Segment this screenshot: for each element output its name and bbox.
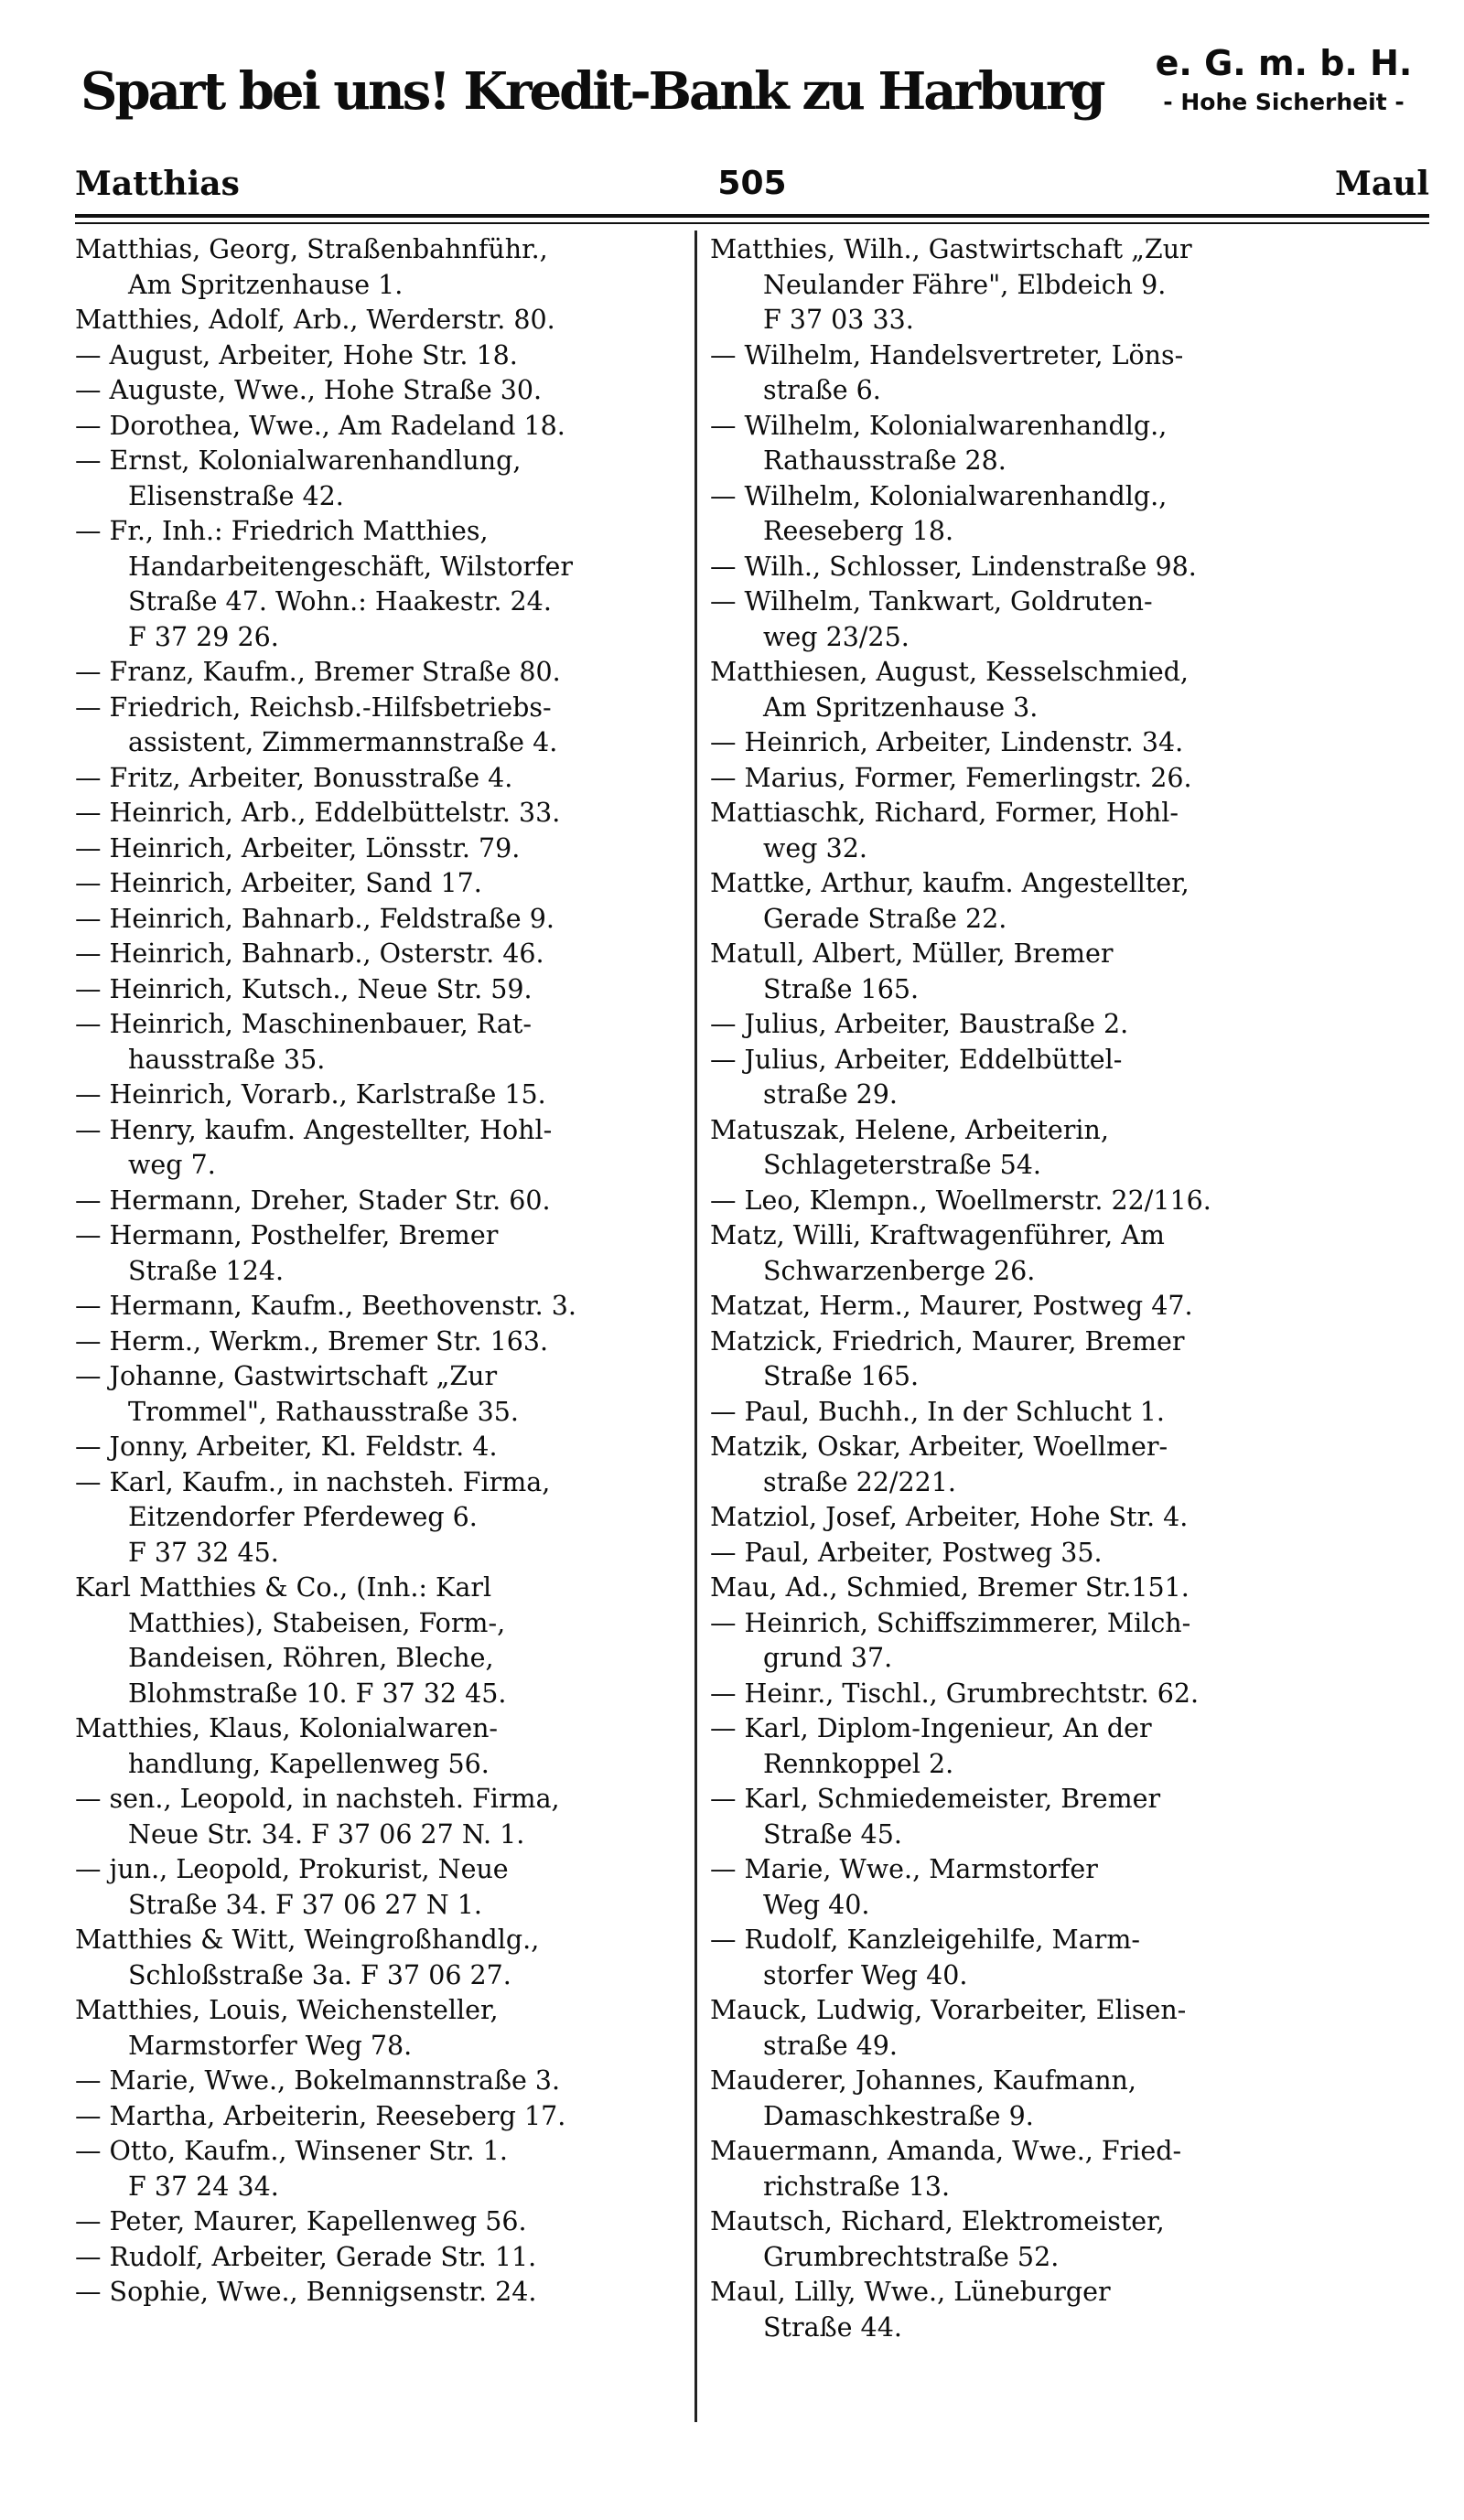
entry-line: Matz, Willi, Kraftwagenführer, Am (710, 1220, 1165, 1250)
entry-line: — Heinrich, Arbeiter, Lönsstr. 79. (75, 832, 521, 863)
directory-entry (710, 1711, 1433, 1782)
directory-entry (710, 1500, 1433, 1536)
entry-line: Weg 40. (763, 1889, 870, 1920)
directory-entry (75, 1218, 690, 1289)
directory-entry (75, 1324, 690, 1360)
entry-line: — Karl, Schmiedemeister, Bremer (710, 1784, 1161, 1814)
entry-line: Damaschkestraße 9. (763, 2100, 1034, 2131)
entry-line: F 37 32 45. (128, 1537, 279, 1568)
entry-line: hausstraße 35. (128, 1044, 326, 1075)
entry-line: — Wilhelm, Tankwart, Goldruten- (710, 586, 1153, 617)
directory-entry (75, 796, 690, 831)
entry-line: — Leo, Klempn., Woellmerstr. 22/116. (710, 1185, 1211, 1216)
directory-entry (710, 584, 1433, 655)
entry-line: Matthias, Georg, Straßenbahnführ., (75, 234, 548, 264)
column-divider (694, 231, 697, 2422)
entry-line: Mattiaschk, Richard, Former, Hohl- (710, 798, 1179, 828)
entry-line: Straße 165. (763, 973, 920, 1004)
directory-entry (710, 1184, 1433, 1219)
directory-entry (75, 409, 690, 445)
directory-entry (75, 902, 690, 938)
entry-line: Matzick, Friedrich, Maurer, Bremer (710, 1325, 1185, 1357)
entry-line: Matthies, Louis, Weichensteller, (75, 1995, 499, 2025)
banner-side-block (1133, 42, 1435, 121)
entry-line: — Heinrich, Arbeiter, Lindenstr. 34. (710, 727, 1184, 757)
directory-entry (710, 1043, 1433, 1113)
directory-entry (710, 761, 1433, 797)
entry-line: — Friedrich, Reichsb.-Hilfsbetriebs- (75, 692, 552, 723)
directory-entry (710, 2275, 1433, 2345)
page-number: 505 (717, 165, 787, 202)
running-head (75, 161, 1429, 209)
directory-entry (75, 655, 690, 691)
entry-line: — Marius, Former, Femerlingstr. 26. (710, 762, 1192, 793)
directory-entry (75, 1289, 690, 1324)
entry-line: weg 7. (128, 1150, 216, 1180)
entry-line: Mauderer, Johannes, Kaufmann, (710, 2065, 1136, 2096)
entry-line: — Wilh., Schlosser, Lindenstraße 98. (710, 551, 1197, 582)
entry-line: — Wilhelm, Kolonialwarenhandlg., (710, 480, 1168, 511)
directory-entry (710, 1782, 1433, 1852)
entry-line: Matthies), Stabeisen, Form-, (128, 1607, 506, 1638)
directory-entry (710, 1536, 1433, 1571)
directory-entry (710, 1430, 1433, 1500)
directory-entry (710, 1289, 1433, 1324)
directory-entry (75, 1465, 690, 1571)
directory-entry (75, 1571, 690, 1711)
directory-entry (75, 972, 690, 1008)
entry-line: — Wilhelm, Handelsvertreter, Löns- (710, 339, 1184, 370)
directory-entry (710, 2064, 1433, 2134)
entry-line: — sen., Leopold, in nachsteh. Firma, (75, 1784, 560, 1814)
entry-line: — Paul, Buchh., In der Schlucht 1. (710, 1396, 1165, 1427)
entry-line: Handarbeitengeschäft, Wilstorfer (128, 551, 574, 582)
directory-entry (75, 444, 690, 514)
entry-line: Schloßstraße 3a. F 37 06 27. (128, 1959, 511, 1990)
directory-entry (710, 232, 1433, 338)
directory-entry (710, 1395, 1433, 1431)
banner-slogan: - Hohe Sicherheit - (1163, 89, 1405, 115)
entry-line: — Marie, Wwe., Bokelmannstraße 3. (75, 2065, 561, 2096)
directory-entry (75, 1184, 690, 1219)
entry-line: — Marie, Wwe., Marmstorfer (710, 1854, 1098, 1884)
entry-line: — Heinr., Tischl., Grumbrechtstr. 62. (710, 1678, 1200, 1709)
directory-entry (75, 303, 690, 338)
entry-line: Matuszak, Helene, Arbeiterin, (710, 1114, 1109, 1145)
entry-line: Elisenstraße 42. (128, 480, 344, 511)
directory-entry (75, 1078, 690, 1113)
entry-line: Gerade Straße 22. (763, 903, 1007, 934)
directory-entry (710, 479, 1433, 550)
directory-entry (75, 761, 690, 797)
entry-line: — Heinrich, Kutsch., Neue Str. 59. (75, 973, 533, 1004)
entry-line: grund 37. (763, 1643, 893, 1673)
entry-line: straße 6. (763, 375, 881, 405)
directory-entry (75, 1993, 690, 2064)
entry-line: Mautsch, Richard, Elektromeister, (710, 2206, 1165, 2236)
entry-line: — Fritz, Arbeiter, Bonusstraße 4. (75, 762, 513, 793)
entry-line: Grumbrechtstraße 52. (763, 2241, 1060, 2272)
entry-line: Matzat, Herm., Maurer, Postweg 47. (710, 1291, 1193, 1321)
entry-line: Matthiesen, August, Kesselschmied, (710, 657, 1189, 687)
directory-entry (75, 2099, 690, 2135)
entry-line: Matthies, Wilh., Gastwirtschaft „Zur (710, 234, 1192, 264)
directory-entry (710, 338, 1433, 409)
entry-line: storfer Weg 40. (763, 1959, 968, 1990)
entry-line: Matull, Albert, Müller, Bremer (710, 938, 1114, 969)
entry-line: weg 32. (763, 832, 867, 863)
directory-entry (75, 1430, 690, 1465)
entry-line: — Rudolf, Arbeiter, Gerade Str. 11. (75, 2241, 537, 2272)
entry-line: Rathausstraße 28. (763, 445, 1006, 476)
entry-line: — Karl, Kaufm., in nachsteh. Firma, (75, 1466, 551, 1497)
entry-line: richstraße 13. (763, 2171, 951, 2202)
directory-entry (75, 866, 690, 902)
entry-line: — Otto, Kaufm., Winsener Str. 1. (75, 2136, 508, 2166)
entry-line: Mauck, Ludwig, Vorarbeiter, Elisen- (710, 1995, 1187, 2025)
entry-line: F 37 03 33. (763, 305, 914, 335)
directory-entry (710, 796, 1433, 866)
entry-line: Mau, Ad., Schmied, Bremer Str.151. (710, 1572, 1190, 1603)
entry-line: Schwarzenberge 26. (763, 1255, 1036, 1286)
entry-line: — Herm., Werkm., Bremer Str. 163. (75, 1325, 549, 1357)
entry-line: Straße 44. (763, 2311, 902, 2343)
entry-line: Straße 47. Wohn.: Haakestr. 24. (128, 586, 552, 617)
directory-entry (75, 2204, 690, 2240)
entry-line: — Paul, Arbeiter, Postweg 35. (710, 1537, 1103, 1568)
entry-line: Straße 34. F 37 06 27 N 1. (128, 1889, 482, 1920)
entry-line: — Dorothea, Wwe., Am Radeland 18. (75, 410, 565, 441)
entry-line: — Henry, kaufm. Angestellter, Hohl- (75, 1114, 553, 1145)
directory-entry (75, 1782, 690, 1852)
entry-line: Neue Str. 34. F 37 06 27 N. 1. (128, 1818, 525, 1850)
directory-entry (710, 866, 1433, 937)
entry-line: handlung, Kapellenweg 56. (128, 1748, 490, 1779)
entry-line: Matthies & Witt, Weingroßhandlg., (75, 1925, 540, 1955)
entry-line: — Martha, Arbeiterin, Reeseberg 17. (75, 2100, 566, 2131)
entry-line: — Ernst, Kolonialwarenhandlung, (75, 445, 522, 476)
directory-entry (75, 1923, 690, 1993)
directory-entry (75, 1007, 690, 1078)
entry-line: — Heinrich, Maschinenbauer, Rat- (75, 1009, 532, 1039)
directory-entry (710, 2204, 1433, 2275)
directory-entry (710, 1677, 1433, 1712)
directory-entry (710, 1606, 1433, 1677)
entry-line: Bandeisen, Röhren, Bleche, (128, 1643, 494, 1673)
directory-entry (710, 1218, 1433, 1289)
entry-line: — Fr., Inh.: Friedrich Matthies, (75, 516, 489, 546)
directory-entry (75, 514, 690, 655)
entry-line: Matziol, Josef, Arbeiter, Hohe Str. 4. (710, 1502, 1189, 1532)
directory-entry (75, 1852, 690, 1923)
entry-line: — Jonny, Arbeiter, Kl. Feldstr. 4. (75, 1432, 498, 1462)
left-column (75, 232, 690, 2311)
entry-line: Karl Matthies & Co., (Inh.: Karl (75, 1572, 492, 1603)
entry-line: Eitzendorfer Pferdeweg 6. (128, 1502, 478, 1532)
directory-entry (75, 831, 690, 867)
entry-line: Matzik, Oskar, Arbeiter, Woellmer- (710, 1432, 1168, 1462)
entry-line: Blohmstraße 10. F 37 32 45. (128, 1678, 507, 1709)
advertising-banner (81, 37, 1435, 146)
entry-line: Matthies, Klaus, Kolonialwaren- (75, 1713, 499, 1743)
left-catchword: Matthias (75, 165, 240, 203)
directory-entry (75, 2240, 690, 2276)
entry-line: — Julius, Arbeiter, Baustraße 2. (710, 1009, 1129, 1039)
entry-line: Reeseberg 18. (763, 516, 954, 546)
entry-line: Straße 165. (763, 1361, 920, 1391)
entry-line: — August, Arbeiter, Hohe Str. 18. (75, 339, 518, 370)
directory-entry (75, 1711, 690, 1782)
entry-line: Mauermann, Amanda, Wwe., Fried- (710, 2136, 1182, 2166)
directory-entry (75, 338, 690, 374)
entry-line: — Hermann, Dreher, Stader Str. 60. (75, 1185, 551, 1216)
entry-line: — Heinrich, Schiffszimmerer, Milch- (710, 1607, 1191, 1638)
entry-line: Am Spritzenhause 3. (763, 692, 1039, 723)
directory-entry (710, 1113, 1433, 1184)
entry-line: — Julius, Arbeiter, Eddelbüttel- (710, 1044, 1123, 1075)
directory-entry (710, 1923, 1433, 1993)
directory-entry (710, 1007, 1433, 1043)
entry-line: Am Spritzenhause 1. (128, 269, 404, 300)
entry-line: Neulander Fähre", Elbdeich 9. (763, 269, 1167, 300)
entry-line: — Peter, Maurer, Kapellenweg 56. (75, 2206, 527, 2236)
entry-line: — Franz, Kaufm., Bremer Straße 80. (75, 657, 561, 687)
entry-line: weg 23/25. (763, 621, 910, 652)
entry-line: — Sophie, Wwe., Bennigsenstr. 24. (75, 2277, 537, 2307)
directory-entry (75, 2064, 690, 2099)
entry-line: assistent, Zimmermannstraße 4. (128, 727, 558, 757)
entry-line: — Heinrich, Bahnarb., Feldstraße 9. (75, 903, 554, 934)
entry-line: — Wilhelm, Kolonialwarenhandlg., (710, 410, 1168, 441)
directory-entry (75, 1359, 690, 1430)
directory-entry (710, 2134, 1433, 2204)
entry-line: Mattke, Arthur, kaufm. Angestellter, (710, 868, 1190, 898)
directory-entry (710, 1852, 1433, 1923)
directory-entry (75, 937, 690, 972)
entry-line: — Heinrich, Arb., Eddelbüttelstr. 33. (75, 798, 561, 828)
entry-line: Rennkoppel 2. (763, 1748, 954, 1779)
entry-line: F 37 29 26. (128, 621, 279, 652)
entry-line: Schlageterstraße 54. (763, 1150, 1041, 1180)
entry-line: straße 49. (763, 2030, 898, 2061)
directory-entry (75, 1113, 690, 1184)
entry-line: Trommel", Rathausstraße 35. (128, 1396, 519, 1427)
directory-entry (710, 937, 1433, 1007)
entry-line: — Karl, Diplom-Ingenieur, An der (710, 1713, 1152, 1743)
entry-line: Straße 124. (128, 1255, 285, 1286)
entry-line: Maul, Lilly, Wwe., Lüneburger (710, 2277, 1111, 2307)
entry-line: — Hermann, Kaufm., Beethovenstr. 3. (75, 1291, 576, 1321)
entry-line: — Hermann, Posthelfer, Bremer (75, 1220, 499, 1250)
entry-line: — Johanne, Gastwirtschaft „Zur (75, 1361, 498, 1391)
entry-line: straße 22/221. (763, 1466, 956, 1497)
header-rule-thin (75, 222, 1429, 224)
entry-line: — Rudolf, Kanzleigehilfe, Marm- (710, 1925, 1140, 1955)
entry-line: Marmstorfer Weg 78. (128, 2030, 413, 2061)
directory-entry (710, 409, 1433, 479)
entry-line: Matthies, Adolf, Arb., Werderstr. 80. (75, 305, 555, 335)
directory-entry (75, 691, 690, 761)
header-rule (75, 214, 1429, 218)
right-column (710, 232, 1433, 2345)
directory-entry (75, 232, 690, 303)
directory-entry (710, 1993, 1433, 2064)
directory-entry (75, 2275, 690, 2311)
entry-line: F 37 24 34. (128, 2171, 279, 2202)
banner-headline: Spart bei uns! Kredit-Bank zu Harburg (81, 61, 1103, 122)
entry-line: — Heinrich, Arbeiter, Sand 17. (75, 868, 482, 898)
entry-line: Straße 45. (763, 1818, 902, 1850)
directory-entry (710, 1324, 1433, 1395)
directory-entry (710, 655, 1433, 725)
directory-entry (75, 2134, 690, 2204)
banner-legal-form: e. G. m. b. H. (1155, 43, 1413, 83)
directory-entry (710, 725, 1433, 761)
directory-entry (710, 1571, 1433, 1606)
directory-entry (75, 373, 690, 409)
entry-line: straße 29. (763, 1079, 898, 1110)
entry-line: — Auguste, Wwe., Hohe Straße 30. (75, 375, 543, 405)
right-catchword: Maul (1334, 165, 1429, 203)
entry-line: — jun., Leopold, Prokurist, Neue (75, 1854, 509, 1884)
entry-line: — Heinrich, Bahnarb., Osterstr. 46. (75, 938, 544, 969)
entry-line: — Heinrich, Vorarb., Karlstraße 15. (75, 1079, 546, 1110)
directory-entry (710, 550, 1433, 585)
